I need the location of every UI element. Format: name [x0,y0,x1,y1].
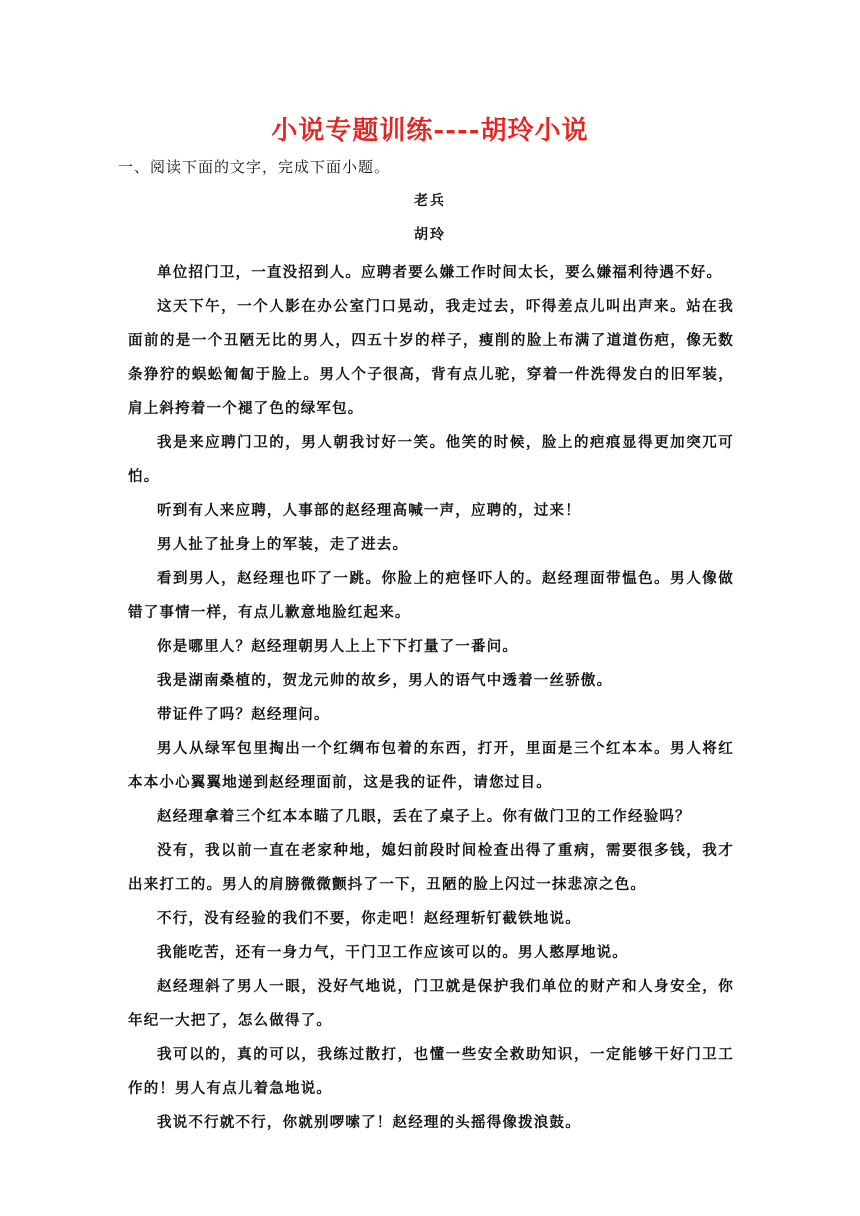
paragraph: 看到男人，赵经理也吓了一跳。你脸上的疤怪吓人的。赵经理面带愠色。男人像做错了事情一样，有点儿歉意地脸红起来。 [128,570,734,621]
paragraph: 单位招门卫，一直没招到人。应聘者要么嫌工作时间太长，要么嫌福利待遇不好。 [157,264,723,281]
paragraph: 我能吃苦，还有一身力气，干门卫工作应该可以的。男人憨厚地说。 [157,944,628,961]
paragraph: 我可以的，真的可以，我练过散打，也懂一些安全救助知识，一定能够干好门卫工作的！男人有点儿着急地说。 [128,1046,734,1097]
paragraph: 我是来应聘门卫的，男人朝我讨好一笑。他笑的时候，脸上的疤痕显得更加突兀可怕。 [128,434,734,485]
document-title: 小说专题训练----胡玲小说 [271,116,589,146]
paragraph: 这天下午，一个人影在办公室门口晃动，我走过去，吓得差点儿叫出声来。站在我面前的是一个丑陋无比的男人，四五十岁的样子，瘦削的脸上布满了道道伤疤，像无数条狰狞的蜈蚣匍匐于脸上。男人个子很高，背有点儿驼，穿着一件洗得发白的旧军装，肩上斜挎着一个褪了色的绿军包。 [128,298,734,417]
paragraph: 带证件了吗？赵经理问。 [157,706,330,723]
story-body [128,256,734,1140]
paragraph: 不行，没有经验的我们不要，你走吧！赵经理斩钉截铁地说。 [157,910,581,927]
paragraph: 没有，我以前一直在老家种地，媳妇前段时间检查出得了重病，需要很多钱，我才出来打工的。男人的肩膀微微颤抖了一下，丑陋的脸上闪过一抹悲凉之色。 [128,842,734,893]
paragraph: 男人从绿军包里掏出一个红绸布包着的东西，打开，里面是三个红本本。男人将红本本小心翼翼地递到赵经理面前，这是我的证件，请您过目。 [128,740,734,791]
story-title: 老兵 [414,193,446,209]
paragraph: 我是湖南桑植的，贺龙元帅的故乡，男人的语气中透着一丝骄傲。 [157,672,613,689]
paragraph: 我说不行就不行，你就别啰嗦了！赵经理的头摇得像拨浪鼓。 [157,1114,581,1131]
paragraph: 你是哪里人？赵经理朝男人上上下下打量了一番问。 [157,638,519,655]
paragraph: 听到有人来应聘，人事部的赵经理高喊一声，应聘的，过来！ [157,502,581,519]
paragraph: 男人扯了扯身上的军装，走了进去。 [157,536,409,553]
story-author: 胡玲 [414,227,446,243]
question-heading: 一、阅读下面的文字，完成下面小题。 [118,158,391,176]
paragraph: 赵经理拿着三个红本本瞄了几眼，丢在了桌子上。你有做门卫的工作经验吗？ [157,808,691,825]
paragraph: 赵经理斜了男人一眼，没好气地说，门卫就是保护我们单位的财产和人身安全，你年纪一大把了，怎么做得了。 [128,978,734,1029]
